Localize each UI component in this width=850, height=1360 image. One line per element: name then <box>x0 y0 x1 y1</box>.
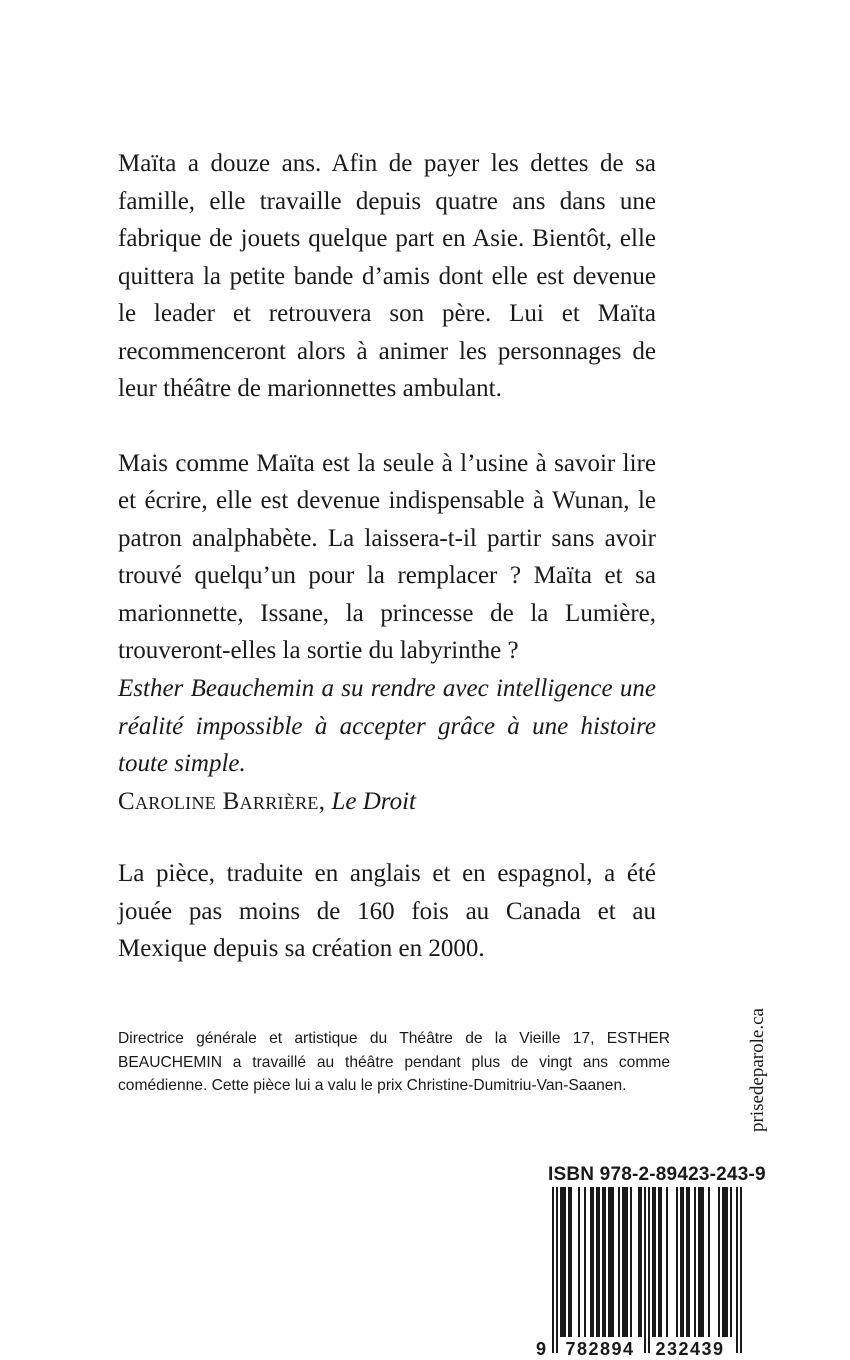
barcode-bar <box>604 1187 606 1337</box>
barcode-bar <box>666 1187 668 1337</box>
barcode-bar <box>602 1187 604 1337</box>
barcode-bar <box>726 1187 728 1337</box>
barcode-bar <box>686 1187 688 1337</box>
barcode-bar <box>584 1187 586 1337</box>
barcode-bar <box>618 1187 620 1337</box>
barcode-bar <box>624 1187 626 1337</box>
translation-note <box>118 855 656 968</box>
barcode-bar <box>626 1187 628 1337</box>
barcode-bar <box>676 1187 678 1337</box>
barcode-bar <box>680 1187 682 1337</box>
barcode-bar <box>700 1187 702 1337</box>
review-quote <box>118 670 656 820</box>
back-cover-blurb <box>118 145 656 670</box>
barcode-bar <box>688 1187 690 1337</box>
barcode-bar <box>702 1187 704 1337</box>
barcode-bar <box>592 1187 594 1337</box>
barcode-bar <box>598 1187 600 1337</box>
barcode-graphic <box>532 1187 762 1359</box>
barcode-bar <box>654 1187 656 1337</box>
barcode-bar <box>556 1187 558 1353</box>
barcode-bar <box>730 1187 732 1337</box>
barcode-bar <box>736 1187 738 1353</box>
barcode-bar <box>718 1187 720 1337</box>
review-source: Le Droit <box>331 787 416 815</box>
barcode-bar <box>658 1187 660 1337</box>
barcode-bar <box>622 1187 624 1337</box>
barcode-first-digit: 9 <box>535 1339 547 1359</box>
isbn-label: ISBN 978-2-89423-243-9 <box>548 1164 766 1185</box>
publisher-url-text: prisedeparole.ca <box>747 1008 768 1132</box>
barcode-bar <box>724 1187 726 1337</box>
barcode-bar <box>578 1187 580 1337</box>
barcode-bar <box>660 1187 662 1337</box>
blurb-paragraph-1: Maïta a douze ans. Afin de payer les dettes de sa famille, elle travaille depuis quatre ans dans une fabrique de jouets quelque part en Asie. Bientôt, elle quittera la petite bande d’amis dont elle est devenue le leader et retrouvera son père. Lui et Maïta recommenceront alors à animer les personnages de leur théâtre de marionnettes ambulant. <box>118 150 656 402</box>
barcode-bar <box>570 1187 572 1337</box>
barcode-bar <box>596 1187 598 1337</box>
blurb-paragraph-2: Mais comme Maïta est la seule à l’usine à savoir lire et écrire, elle est devenue indispensable à Wunan, le patron analphabète. La laissera-t-il partir sans avoir trouvé quelqu’un pour la remplacer ? Maïta et sa marionnette, Issane, la princesse de la Lumière, trouveront-elles la sortie du labyrinthe ? <box>118 449 656 664</box>
barcode-bar <box>648 1187 650 1353</box>
barcode-bar <box>682 1187 684 1337</box>
barcode-bar <box>640 1187 642 1337</box>
translation-note-text: La pièce, traduite en anglais et en espagnol, a été jouée pas moins de 160 fois au Canada et au Mexique depuis sa création en 2000. <box>118 860 656 962</box>
barcode-bar <box>610 1187 612 1337</box>
barcode-bar <box>638 1187 640 1337</box>
review-quote-text: Esther Beauchemin a su rendre avec intelligence une réalité impossible à accepter grâce à une histoire toute simple. <box>118 675 656 777</box>
barcode-bar <box>608 1187 610 1337</box>
isbn-barcode <box>532 1187 762 1359</box>
review-author: Caroline Barrière, <box>118 787 326 815</box>
barcode-bar <box>568 1187 570 1337</box>
barcode-bar <box>560 1187 562 1337</box>
barcode-bar <box>562 1187 564 1337</box>
barcode-bar <box>698 1187 700 1337</box>
barcode-bar <box>564 1187 566 1337</box>
barcode-bar <box>652 1187 654 1337</box>
barcode-left-digits: 782894 <box>565 1339 635 1359</box>
barcode-bar <box>630 1187 632 1337</box>
barcode-bar <box>590 1187 592 1337</box>
barcode-bar <box>740 1187 742 1353</box>
barcode-bar <box>552 1187 554 1353</box>
barcode-bar <box>708 1187 710 1337</box>
publisher-url <box>745 1000 771 1132</box>
barcode-right-digits: 232439 <box>655 1339 725 1359</box>
barcode-bar <box>612 1187 614 1337</box>
author-bio: Directrice générale et artistique du Théâtre de la Vieille 17, ESTHER BEAUCHEMIN a travaillé au théâtre pendant plus de vingt ans comme comédienne. Cette pièce lui a valu le prix Christine-Dumitriu-Van-Saanen. <box>118 1030 670 1095</box>
barcode-bar <box>722 1187 724 1337</box>
barcode-bar <box>694 1187 696 1337</box>
barcode-bar <box>644 1187 646 1353</box>
